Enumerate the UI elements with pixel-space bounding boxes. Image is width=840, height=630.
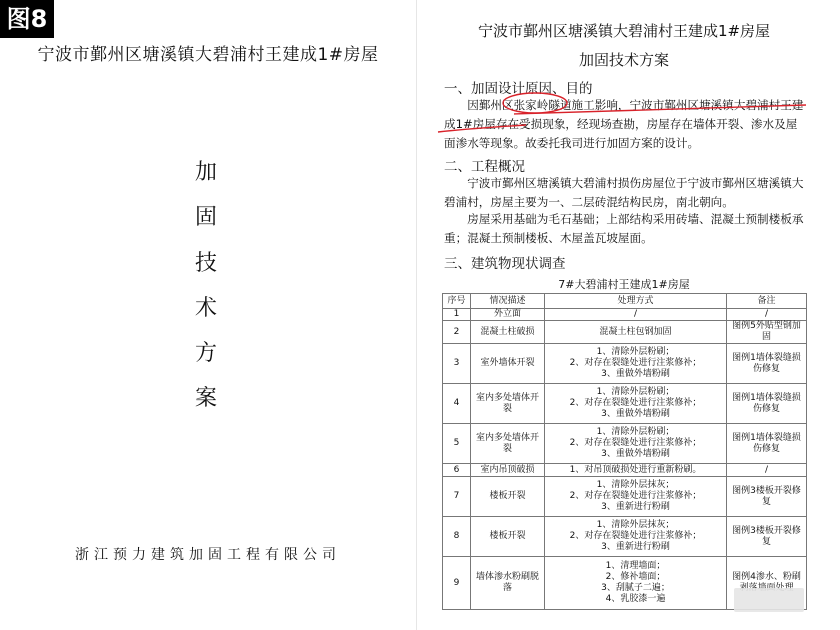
method-line: 3、重做外墙粉刷 [601, 409, 670, 419]
note-cell: 图例4渗水、粉刷 [727, 557, 807, 610]
method-line: 2、修补墙面； [605, 572, 666, 582]
method-cell [545, 321, 727, 344]
table-title: 7#大碧浦村王建成1#房屋 [558, 278, 690, 291]
annotation-underline-2 [438, 125, 526, 132]
page-divider [416, 0, 417, 630]
figure-label: 图8 [0, 0, 54, 38]
cover-title: 宁波市鄞州区塘溪镇大碧浦村王建成1#房屋 [37, 45, 379, 65]
table-row [443, 344, 807, 384]
annotation-circle [503, 93, 567, 113]
row-number-cell: 4 [443, 384, 471, 424]
method-line: 1、清除外层抹灰； [596, 480, 675, 490]
red-annotation-marks [434, 88, 814, 138]
table-row [443, 321, 807, 344]
note-cell: 图例1墙体裂缝损伤修复 [727, 424, 807, 464]
table-row [443, 477, 807, 517]
row-number-cell: 1 [443, 309, 471, 321]
method-line: 混凝土柱包钢加固 [599, 326, 672, 337]
method-line: 3、重做外墙粉刷 [601, 449, 670, 459]
table-header-row [443, 294, 807, 309]
note-cell: / [727, 464, 807, 477]
note-cell: 图例1墙体裂缝损伤修复 [727, 384, 807, 424]
row-number-cell: 9 [443, 557, 471, 610]
method-cell [545, 477, 727, 517]
row-number-cell: 8 [443, 517, 471, 557]
table-row [443, 464, 807, 477]
method-line: 1、清除外层粉刷； [596, 347, 675, 357]
method-line: 3、重新进行粉刷 [601, 542, 670, 552]
row-number-cell: 5 [443, 424, 471, 464]
document-page [434, 0, 814, 630]
description-cell: 外立面 [471, 309, 545, 321]
survey-table [442, 293, 807, 610]
method-line: 2、对存在裂缝处进行注浆修补； [569, 491, 702, 501]
description-cell: 楼板开裂 [471, 477, 545, 517]
section-heading-2: 二、工程概况 [444, 159, 525, 175]
row-number-cell: 3 [443, 344, 471, 384]
cover-vertical-char: 技 [194, 251, 217, 276]
cover-vertical-char: 方 [194, 341, 217, 366]
row-number-cell: 7 [443, 477, 471, 517]
note-cell: 图例5外贴型钢加固 [727, 321, 807, 344]
row-number-cell: 2 [443, 321, 471, 344]
cover-vertical-char: 案 [194, 386, 217, 411]
doc-title-line1: 宁波市鄞州区塘溪镇大碧浦村王建成1#房屋 [477, 22, 771, 40]
table-header-cell: 处理方式 [545, 294, 727, 309]
method-cell [545, 464, 727, 477]
note-cell: / [727, 309, 807, 321]
method-line: 1、对吊顶破损处进行重新粉刷。 [569, 464, 702, 475]
section-2-paragraph: 房屋采用基础为毛石基础；上部结构采用砖墙、混凝土预制楼板承重；混凝土预制楼板、木屋盖瓦坡屋面。 [444, 212, 804, 245]
method-line: 4、乳胶漆一遍 [605, 594, 666, 604]
method-line: 2、对存在裂缝处进行注浆修补； [569, 438, 702, 448]
table-row [443, 424, 807, 464]
note-cell: 图例1墙体裂缝损伤修复 [727, 344, 807, 384]
description-cell: 室内多处墙体开裂 [471, 384, 545, 424]
cover-company: 浙江预力建筑加固工程有限公司 [75, 547, 341, 563]
note-cell: 图例3楼板开裂修复 [727, 517, 807, 557]
method-line: 3、刮腻子二遍； [601, 583, 670, 593]
cover-vertical-char: 加 [194, 160, 217, 185]
section-heading-1: 一、加固设计原因、目的 [444, 81, 593, 97]
section-heading-3: 三、建筑物现状调查 [444, 256, 566, 272]
table-row [443, 517, 807, 557]
method-line: / [633, 309, 638, 319]
method-cell [545, 309, 727, 321]
method-line: 3、重做外墙粉刷 [601, 369, 670, 379]
description-cell: 楼板开裂 [471, 517, 545, 557]
method-line: 2、对存在裂缝处进行注浆修补； [569, 358, 702, 368]
watermark-overlay [734, 588, 804, 612]
method-line: 1、清除外层粉刷； [596, 427, 675, 437]
cover-vertical-char: 术 [194, 296, 217, 321]
method-cell [545, 384, 727, 424]
note-cell: 图例3楼板开裂修复 [727, 477, 807, 517]
table-header-cell: 序号 [443, 294, 471, 309]
method-line: 3、重新进行粉刷 [601, 502, 670, 512]
section-1-paragraph: 因鄞州区张家岭隧道施工影响，宁波市鄞州区塘溪镇大碧浦村王建成1#房屋存在受损现象，经现场查勘，房屋存在墙体开裂、渗水及屋面渗水等现象。故委托我司进行加固方案的设计。 [444, 98, 804, 150]
method-cell [545, 344, 727, 384]
row-number-cell: 6 [443, 464, 471, 477]
doc-title-line2: 加固技术方案 [578, 51, 669, 69]
table-row [443, 384, 807, 424]
cover-vertical-char: 固 [194, 205, 217, 230]
method-line: 1、清除外层粉刷； [596, 387, 675, 397]
description-cell: 混凝土柱破损 [471, 321, 545, 344]
method-cell [545, 424, 727, 464]
section-2-paragraph: 宁波市鄞州区塘溪镇大碧浦村损伤房屋位于宁波市鄞州区塘溪镇大碧浦村，房屋主要为一、二层砖混结构民房，南北朝向。 [444, 176, 804, 209]
description-cell: 室内吊顶破损 [471, 464, 545, 477]
method-cell [545, 517, 727, 557]
method-line: 2、对存在裂缝处进行注浆修补； [569, 531, 702, 541]
description-cell: 室内多处墙体开裂 [471, 424, 545, 464]
method-cell [545, 557, 727, 610]
method-line: 1、清除外层抹灰； [596, 520, 675, 530]
description-cell: 室外墙体开裂 [471, 344, 545, 384]
method-line: 1、清理墙面； [605, 561, 666, 571]
table-header-cell: 备注 [727, 294, 807, 309]
table-header-cell: 情况描述 [471, 294, 545, 309]
table-row [443, 309, 807, 321]
method-line: 2、对存在裂缝处进行注浆修补； [569, 398, 702, 408]
description-cell: 墙体渗水粉刷脱落 [471, 557, 545, 610]
